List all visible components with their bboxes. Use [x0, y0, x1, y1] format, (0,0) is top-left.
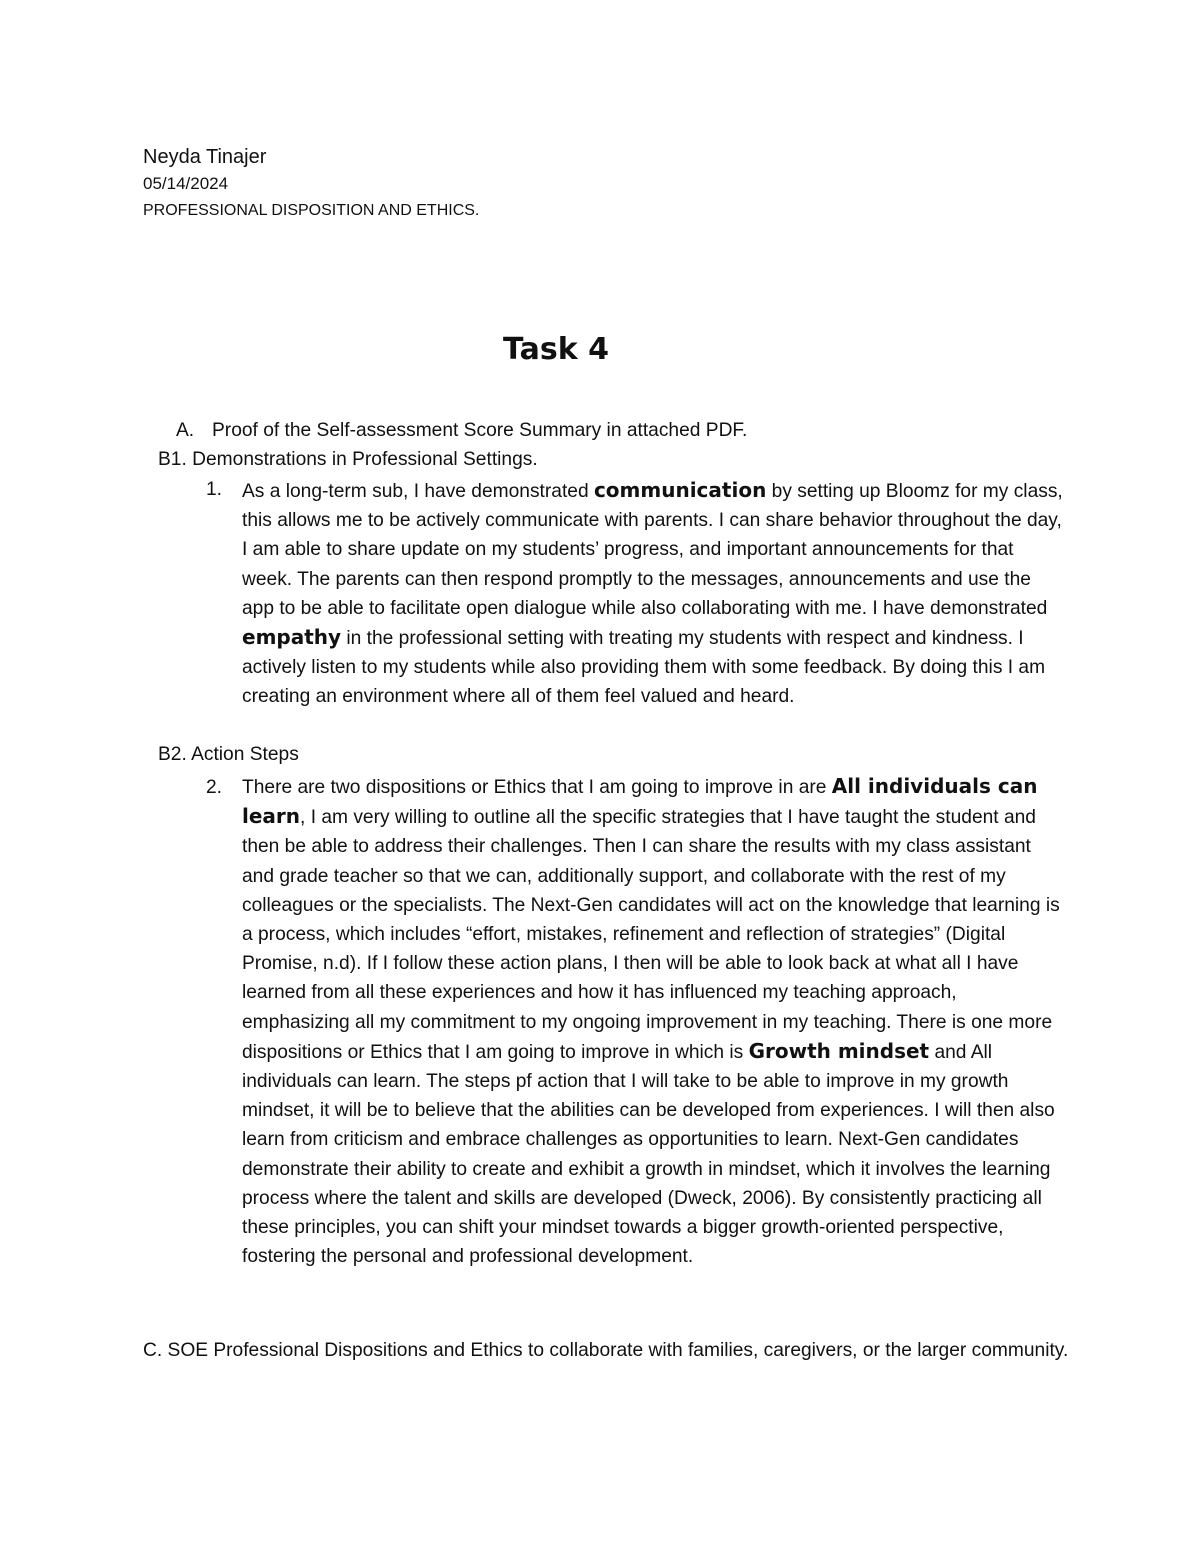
document-date: 05/14/2024	[143, 174, 229, 193]
keyword-empathy: empathy	[242, 625, 342, 650]
section-c-text: C. SOE Professional Dispositions and Ethics to collaborate with families, caregivers, or the larger community.	[143, 1340, 1069, 1361]
keyword-communication: communication	[593, 478, 767, 502]
section-a-text: Proof of the Self-assessment Score Summary in attached PDF.	[212, 420, 748, 441]
course-title: PROFESSIONAL DISPOSITION AND ETHICS.	[143, 202, 480, 219]
b1-paragraph: As a long-term sub, I have demonstrated communication by setting up Bloomz for my class, this allows me to be actively communicate with parents. I can share behavior throughout the day, I am able to share update on my students’ progress, and important announcements for that week. The parents can then respond promptly to the messages, announcements and use the app to be able to facilitate open dialogue while also collaborating with me. I have demonstrated empathy in the professional setting with treating my students with respect and kindness. I actively listen to my students while also providing them with some feedback. By doing this I am creating an environment where all of them feel valued and heard.	[242, 478, 1063, 708]
page-title: Task 4	[503, 332, 609, 367]
section-a-marker: A.	[176, 420, 195, 441]
item-2-marker: 2.	[206, 777, 223, 798]
keyword-growth-mindset: Growth mindset	[748, 1038, 930, 1063]
keyword-all-individuals-can-learn: All individuals can learn	[242, 774, 1038, 829]
item-1-marker: 1.	[206, 479, 223, 500]
b2-paragraph: There are two dispositions or Ethics that I am going to improve in are All individuals can learn, I am very willing to outline all the specific strategies that I have taught the student and then be able to address their challenges. Then I can share the results with my class assistant and grade teacher so that we can, additionally support, and collaborate with the rest of my colleagues or the specialists. The Next-Gen candidates will act on the knowledge that learning is a process, which includes “effort, mistakes, refinement and reflection of strategies” (Digital Promise, n.d). If I follow these action plans, I then will be able to look back at what all I have learned from all these experiences and how it has influenced my teaching approach, emphasizing all my commitment to my ongoing improvement in my teaching. There is one more dispositions or Ethics that I am going to improve in which is Growth mindset and All individuals can learn. The steps pf action that I will take to be able to improve in my growth mindset, it will be to believe that the abilities can be developed from experiences. I will then also learn from criticism and embrace challenges as opportunities to learn. Next-Gen candidates demonstrate their ability to create and exhibit a growth in mindset, which it involves the learning process where the talent and skills are developed (Dweck, 2006). By consistently practicing all these principles, you can shift your mindset towards a bigger growth-oriented perspective, fostering the personal and professional development.	[242, 774, 1060, 1268]
section-b1-heading: B1. Demonstrations in Professional Settings.	[158, 449, 538, 470]
author-name: Neyda Tinajer	[143, 146, 267, 168]
section-b2-heading: B2. Action Steps	[158, 744, 299, 765]
